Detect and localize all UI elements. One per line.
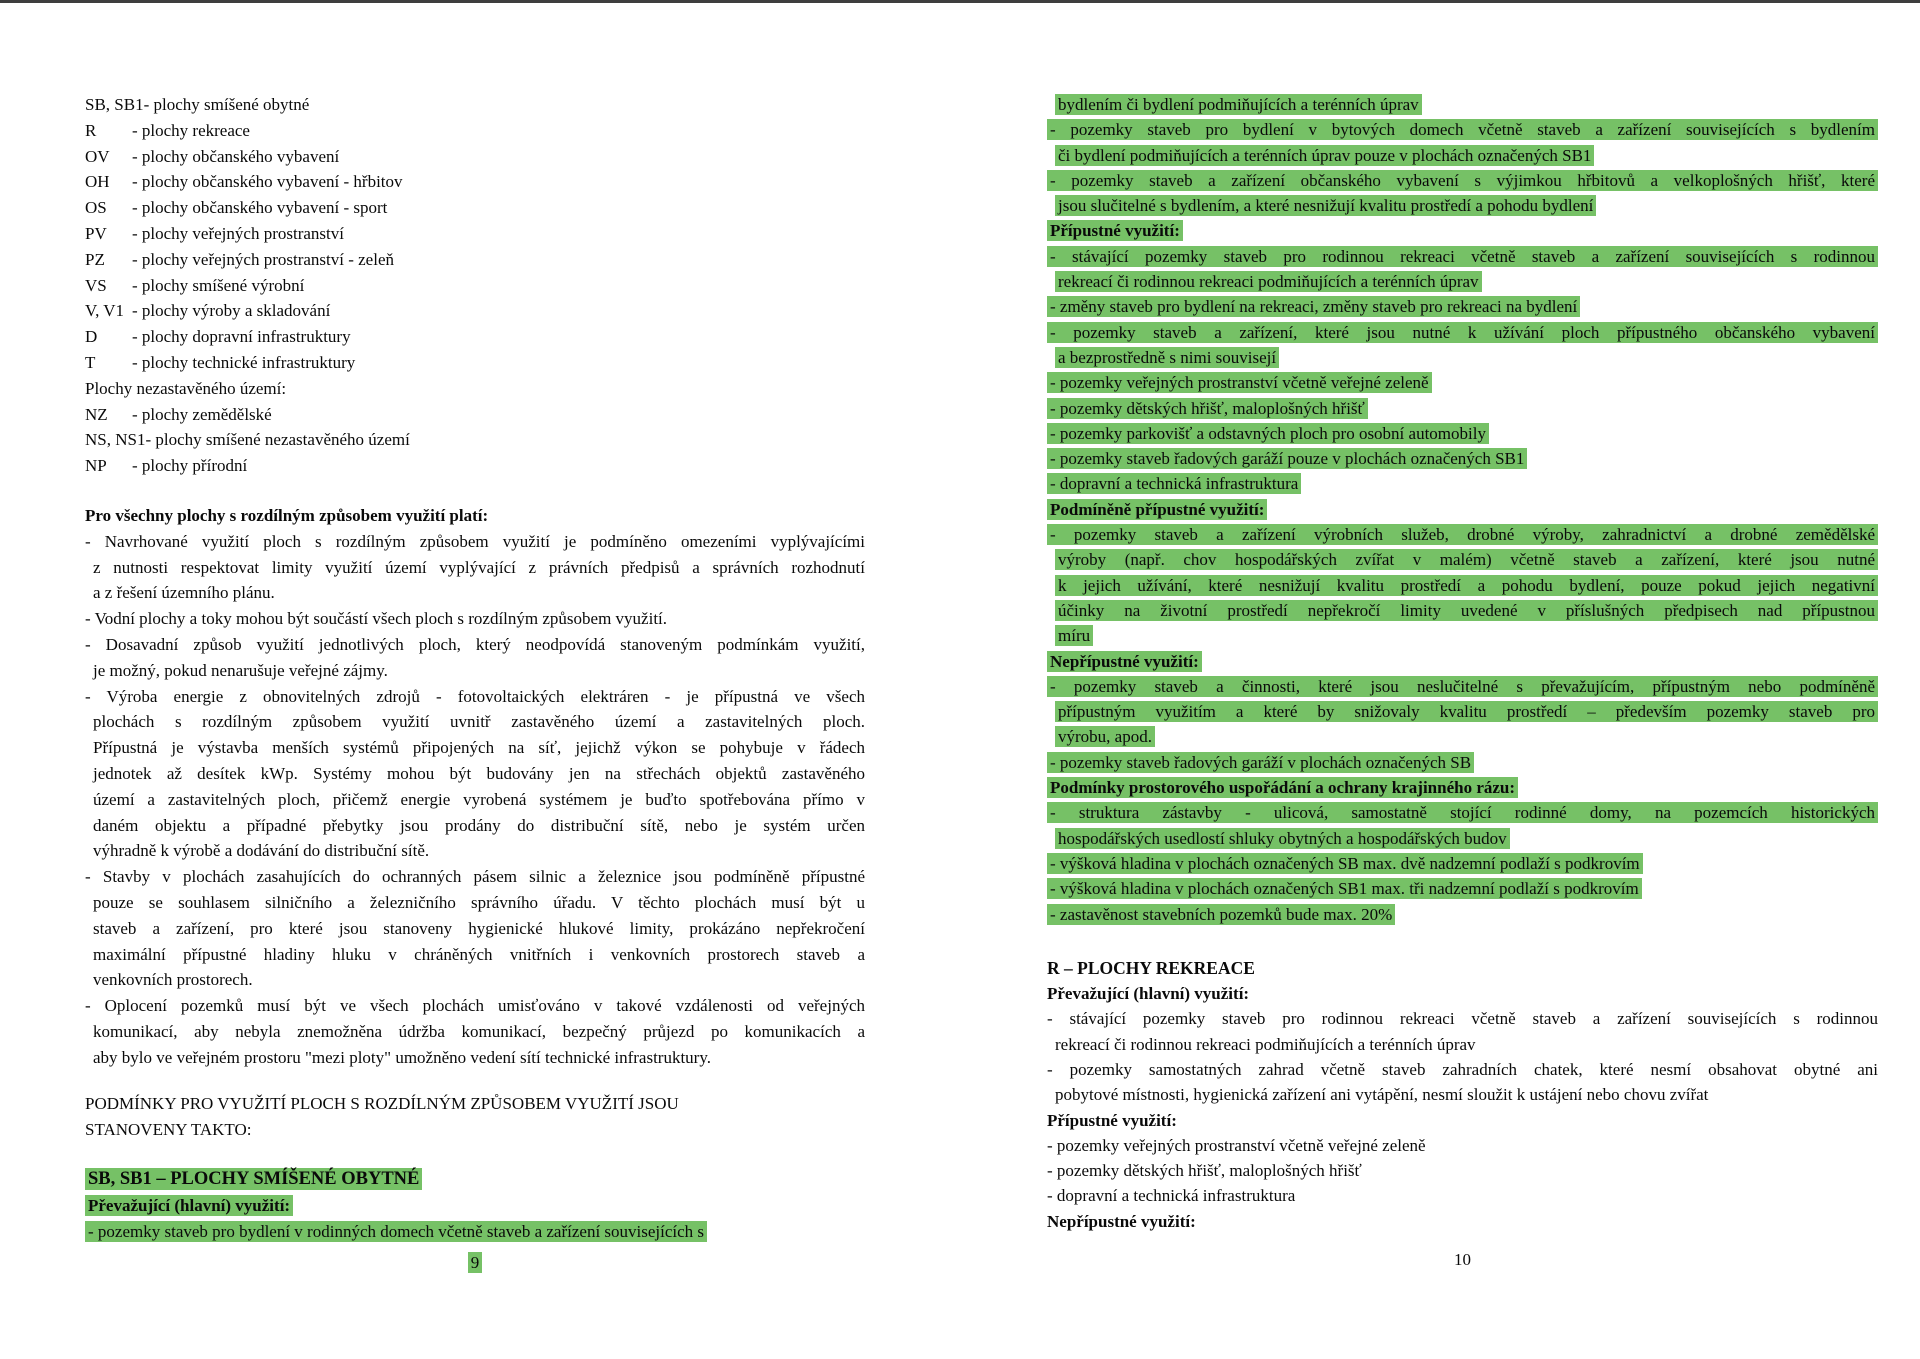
line-text: plochách s rozdílným způsobem využití uvnitř zastavěného území a zastavitelných ploch. [93, 712, 865, 732]
conditions-statement [85, 1091, 865, 1143]
abbr-row [85, 427, 865, 453]
line-text: je možný, pokud nenarušuje veřejné zájmy. [93, 660, 388, 680]
general-rules-heading [85, 503, 865, 529]
sb-section-highlighted-continuation [1047, 92, 1878, 927]
abbr-row [85, 402, 865, 428]
line-text: staveb a zařízení, pro které jsou stanoveny hygienické hlukové limity, prokázáno nepřekročení [93, 918, 865, 938]
line-text: pouze se souhlasem silničního a železničního správního úřadu. V těchto plochách musí být u [93, 892, 865, 912]
line-text: - pozemky staveb a zařízení občanského vybavení s výjimkou hřbitovů a velkoplošných hřišť, které [1047, 170, 1878, 191]
sb-main-use-subheading [85, 1193, 865, 1219]
text-line [1047, 1082, 1878, 1107]
text-line [85, 658, 865, 684]
abbr-code: VS [85, 275, 107, 295]
line-text: aby bylo ve veřejném prostoru "mezi ploty" umožněno vedení sítí technické infrastruktury. [93, 1047, 711, 1067]
line-text: STANOVENY TAKTO: [85, 1120, 252, 1140]
line-text: Podmíněně přípustné využití: [1047, 499, 1267, 520]
line-text: území a zastavitelných ploch, přičemž energie vyrobená systémem je buďto spotřebována přímo v [93, 789, 865, 809]
line-text: Nepřípustné využití: [1047, 651, 1202, 672]
line-text: k jejich užívání, které nesnižují kvalitu prostředí a pohodu bydlení, pouze pokud jejich negativní [1055, 575, 1878, 596]
abbr-description: - plochy smíšené nezastavěného území [145, 430, 410, 450]
line-text: - Oplocení pozemků musí být ve všech plochách umisťováno v takové vzdálenosti od veřejných [85, 996, 865, 1016]
sb-first-bullet-text: - pozemky staveb pro bydlení v rodinných domech včetně staveb a zařízení souvisejících s [85, 1221, 707, 1242]
line-text: - struktura zástavby - ulicová, samostatně stojící rodinné domy, na pozemcích historických [1047, 802, 1878, 823]
text-line [85, 632, 865, 658]
highlighted-line [1047, 218, 1878, 243]
text-line [1047, 1006, 1878, 1031]
abbr-code: NS, NS1 [85, 430, 146, 450]
text-line [85, 864, 865, 890]
line-text: Přípustné využití: [1047, 220, 1183, 241]
abbr-row [85, 350, 865, 376]
line-text: - pozemky staveb pro bydlení v bytových domech včetně staveb a zařízení souvisejících s bydlením [1047, 119, 1878, 140]
line-text: - výšková hladina v plochách označených SB1 max. tři nadzemní podlaží s podkrovím [1047, 878, 1642, 899]
abbr-description: - plochy občanského vybavení - sport [132, 198, 388, 218]
highlighted-line [1047, 421, 1878, 446]
line-text: či bydlení podmiňujících a terénních úprav pouze v plochách označených SB1 [1055, 145, 1594, 166]
text-line [85, 1091, 865, 1117]
abbr-description: - plochy veřejných prostranství - zeleň [132, 249, 394, 269]
line-text: - pozemky staveb a zařízení, které jsou nutné k užívání ploch přípustného občanského vybavení [1047, 322, 1878, 343]
abbr-row [85, 298, 865, 324]
page-number-9 [85, 1250, 865, 1276]
line-text: - pozemky dětských hřišť, maloplošných hřišť [1047, 398, 1368, 419]
text-line [1047, 1183, 1878, 1208]
text-line [85, 709, 865, 735]
highlighted-line [1047, 699, 1878, 724]
highlighted-line [1047, 320, 1878, 345]
line-text: daném objektu a případné přebytky jsou prodány do distribuční sítě, nebo je systém určen [93, 815, 865, 835]
abbr-code: OS [85, 198, 107, 218]
text-line [1047, 1057, 1878, 1082]
abbr-row [85, 118, 865, 144]
line-text: - dopravní a technická infrastruktura [1047, 1186, 1296, 1206]
line-text: - stávající pozemky staveb pro rodinnou rekreaci včetně staveb a zařízení souvisejících s rodinnou [1047, 1009, 1878, 1029]
line-text: - pozemky samostatných zahrad včetně staveb zahradních chatek, které nesmí obsahovat obytné ani [1047, 1059, 1878, 1079]
unbuilt-areas-label-text: Plochy nezastavěného území: [85, 378, 287, 398]
line-text: - pozemky staveb řadových garáží v plochách označených SB [1047, 752, 1474, 773]
abbr-description: - plochy smíšené obytné [143, 95, 310, 114]
line-text: pobytové místnosti, hygienická zařízení ani vytápění, nesmí sloužit k ustájení nebo chovu zvířat [1055, 1085, 1709, 1105]
highlighted-line [1047, 471, 1878, 496]
text-line [85, 735, 865, 761]
highlighted-line [1047, 193, 1878, 218]
highlighted-line [1047, 497, 1878, 522]
text-line [85, 890, 865, 916]
line-text: - pozemky staveb řadových garáží pouze v plochách označených SB1 [1047, 448, 1527, 469]
text-line [85, 1019, 865, 1045]
abbr-description: - plochy dopravní infrastruktury [132, 327, 351, 347]
sb-main-use-subheading-text: Převažující (hlavní) využití: [85, 1195, 293, 1216]
highlighted-line [1047, 623, 1878, 648]
abbr-code: NZ [85, 404, 108, 424]
line-text: jsou slučitelné s bydlením, a které nesnižují kvalitu prostředí a pohodu bydlení [1055, 195, 1596, 216]
highlighted-line [1047, 775, 1878, 800]
line-text: - pozemky staveb a zařízení výrobních služeb, drobné výroby, zahradnictví a drobné zemědělské [1047, 524, 1878, 545]
text-line [85, 813, 865, 839]
line-text: Nepřípustné využití: [1047, 1211, 1196, 1231]
line-text: - výšková hladina v plochách označených SB max. dvě nadzemní podlaží s podkrovím [1047, 853, 1643, 874]
line-text: a z řešení územního plánu. [93, 583, 275, 603]
page-9 [85, 92, 865, 1276]
highlighted-line [1047, 674, 1878, 699]
highlighted-line [1047, 876, 1878, 901]
abbr-code: T [85, 352, 96, 372]
text-line [85, 761, 865, 787]
line-text: komunikací, aby nebyla znemožněna údržba komunikací, bezpečný průjezd po komunikacích a [93, 1021, 865, 1041]
text-line [85, 555, 865, 581]
line-text: jednotek až desítek kWp. Systémy mohou být budovány jen na střechách objektů zastavěného [93, 763, 865, 783]
abbr-description: - plochy občanského vybavení [132, 146, 340, 166]
line-text: - pozemky veřejných prostranství včetně veřejné zeleně [1047, 372, 1432, 393]
page-10 [1047, 92, 1878, 1272]
unbuilt-areas-label [85, 376, 865, 402]
highlighted-line [1047, 345, 1878, 370]
abbr-code: D [85, 327, 98, 347]
sb-first-bullet [85, 1219, 865, 1245]
abbr-code: SB, SB1 [85, 95, 144, 114]
page-number-9-text: 9 [468, 1252, 483, 1273]
line-text: rekreací či rodinnou rekreaci podmiňujících a terénních úprav [1055, 271, 1482, 292]
r-section-heading [1047, 956, 1878, 981]
general-rules-list [85, 529, 865, 1071]
text-line [85, 580, 865, 606]
text-line [1047, 1032, 1878, 1057]
highlighted-line [1047, 724, 1878, 749]
text-line [85, 967, 865, 993]
page-number-10 [1047, 1247, 1878, 1272]
highlighted-line [1047, 294, 1878, 319]
text-line [85, 787, 865, 813]
text-line [85, 529, 865, 555]
abbr-code: PZ [85, 249, 105, 269]
text-line [1047, 1158, 1878, 1183]
abbr-description: - plochy přírodní [132, 456, 248, 476]
highlighted-line [1047, 598, 1878, 623]
line-text: Přípustné využití: [1047, 1110, 1177, 1130]
highlighted-line [1047, 851, 1878, 876]
highlighted-line [1047, 902, 1878, 927]
line-text: - Navrhované využití ploch s rozdílným způsobem využití je podmíněno omezeními vyplývajícími [85, 531, 865, 551]
highlighted-line [1047, 522, 1878, 547]
highlighted-line [1047, 269, 1878, 294]
highlighted-line [1047, 649, 1878, 674]
line-text: - Stavby v plochách zasahujících do ochranných pásem silnic a železnice jsou podmíněně přípustné [85, 867, 865, 887]
highlighted-line [1047, 244, 1878, 269]
line-text: - Výroba energie z obnovitelných zdrojů - fotovoltaických elektráren - je přípustná ve všech [85, 686, 865, 706]
line-text: maximální přípustné hladiny hluku v chráněných vnitřních i venkovních prostorech staveb a [93, 944, 865, 964]
highlighted-line [1047, 446, 1878, 471]
abbr-row [85, 247, 865, 273]
line-text: výroby (např. chov hospodářských zvířat v malém) včetně staveb a zařízení, které jsou nutné [1055, 549, 1878, 570]
r-section [1047, 956, 1878, 1234]
text-line [85, 684, 865, 710]
abbr-row [85, 324, 865, 350]
abbr-code: R [85, 120, 97, 140]
line-text: - zastavěnost stavebních pozemků bude max. 20% [1047, 904, 1395, 925]
line-text: venkovních prostorech. [93, 970, 253, 990]
sb-section-heading [85, 1166, 865, 1193]
text-line [85, 606, 865, 632]
line-text: Převažující (hlavní) využití: [1047, 984, 1250, 1004]
r-section-heading-text: R – PLOCHY REKREACE [1047, 957, 1255, 978]
line-text: výrobu, apod. [1055, 726, 1155, 747]
highlighted-line [1047, 750, 1878, 775]
window-top-edge [0, 0, 1920, 3]
line-text: přípustným využitím a které by snižovaly kvalitu prostředí – především pozemky staveb pro [1055, 701, 1878, 722]
line-text: - pozemky parkovišť a odstavných ploch pro osobní automobily [1047, 423, 1489, 444]
line-text: - Vodní plochy a toky mohou být součástí všech ploch s rozdílným způsobem využití. [85, 609, 668, 629]
text-line [85, 916, 865, 942]
abbr-description: - plochy veřejných prostranství [132, 223, 344, 243]
line-text: - dopravní a technická infrastruktura [1047, 473, 1301, 494]
abbr-row [85, 92, 865, 118]
abbr-description: - plochy rekreace [132, 120, 250, 140]
abbr-row [85, 221, 865, 247]
line-text: rekreací či rodinnou rekreaci podmiňujících a terénních úprav [1055, 1034, 1476, 1054]
text-line [85, 942, 865, 968]
line-text: PODMÍNKY PRO VYUŽITÍ PLOCH S ROZDÍLNÝM ZPŮSOBEM VYUŽITÍ JSOU [85, 1094, 679, 1114]
line-text: - pozemky dětských hřišť, maloplošných hřišť [1047, 1161, 1362, 1181]
line-text: Podmínky prostorového uspořádání a ochrany krajinného rázu: [1047, 777, 1518, 798]
highlighted-line [1047, 800, 1878, 825]
line-text: - Dosavadní způsob využití jednotlivých ploch, který neodpovídá stanoveným podmínkám využití, [85, 634, 865, 654]
abbr-description: - plochy výroby a skladování [132, 301, 331, 321]
abbr-code: OV [85, 146, 110, 166]
text-line [85, 1117, 865, 1143]
abbr-row [85, 273, 865, 299]
highlighted-line [1047, 547, 1878, 572]
abbr-description: - plochy občanského vybavení - hřbitov [132, 172, 403, 192]
sb-section-start [85, 1166, 865, 1244]
area-type-legend [85, 92, 865, 376]
text-line [85, 838, 865, 864]
text-line [1047, 1133, 1878, 1158]
text-line [1047, 981, 1878, 1006]
highlighted-line [1047, 92, 1878, 117]
unbuilt-area-type-legend [85, 402, 865, 479]
abbr-code: NP [85, 456, 107, 476]
line-text: výhradně k výrobě a dodávání do distribuční sítě. [93, 841, 430, 861]
general-rules-heading-text: Pro všechny plochy s rozdílným způsobem využití platí: [85, 505, 489, 525]
page-number-10-text: 10 [1454, 1250, 1471, 1270]
line-text: - pozemky staveb a činnosti, které jsou neslučitelné s převažujícím, přípustným nebo podmíněně [1047, 676, 1878, 697]
highlighted-line [1047, 143, 1878, 168]
abbr-code: OH [85, 172, 110, 192]
sb-section-heading-text: SB, SB1 – PLOCHY SMÍŠENÉ OBYTNÉ [85, 1168, 422, 1190]
abbr-row [85, 195, 865, 221]
abbr-description: - plochy technické infrastruktury [132, 352, 356, 372]
line-text: hospodářských usedlostí shluky obytných a hospodářských budov [1055, 828, 1510, 849]
abbr-description: - plochy zemědělské [132, 404, 272, 424]
line-text: účinky na životní prostředí nepřekročí limity uvedené v příslušných předpisech nad přípustnou [1055, 600, 1878, 621]
line-text: - pozemky veřejných prostranství včetně veřejné zeleně [1047, 1135, 1426, 1155]
text-line [85, 1045, 865, 1071]
highlighted-line [1047, 117, 1878, 142]
abbr-row [85, 144, 865, 170]
text-line [85, 993, 865, 1019]
abbr-description: - plochy smíšené výrobní [132, 275, 305, 295]
line-text: z nutnosti respektovat limity využití území vyplývající z právních předpisů a správních rozhodnutí [93, 557, 865, 577]
abbr-row [85, 453, 865, 479]
abbr-code: V, V1 [85, 301, 125, 321]
highlighted-line [1047, 826, 1878, 851]
line-text: míru [1055, 625, 1093, 646]
abbr-row [85, 169, 865, 195]
r-section-lines [1047, 981, 1878, 1234]
abbr-code: PV [85, 223, 107, 243]
line-text: Přípustná je výstavba menších systémů připojených na síť, jejichž výkon se pohybuje v řádech [93, 738, 865, 758]
line-text: - stávající pozemky staveb pro rodinnou rekreaci včetně staveb a zařízení souvisejících s rodinnou [1047, 246, 1878, 267]
text-line [1047, 1209, 1878, 1234]
highlighted-line [1047, 168, 1878, 193]
highlighted-line [1047, 370, 1878, 395]
line-text: bydlením či bydlení podmiňujících a terénních úprav [1055, 94, 1422, 115]
line-text: - změny staveb pro bydlení na rekreaci, změny staveb pro rekreaci na bydlení [1047, 296, 1580, 317]
highlighted-line [1047, 573, 1878, 598]
line-text: a bezprostředně s nimi souvisejí [1055, 347, 1279, 368]
text-line [1047, 1108, 1878, 1133]
highlighted-line [1047, 396, 1878, 421]
